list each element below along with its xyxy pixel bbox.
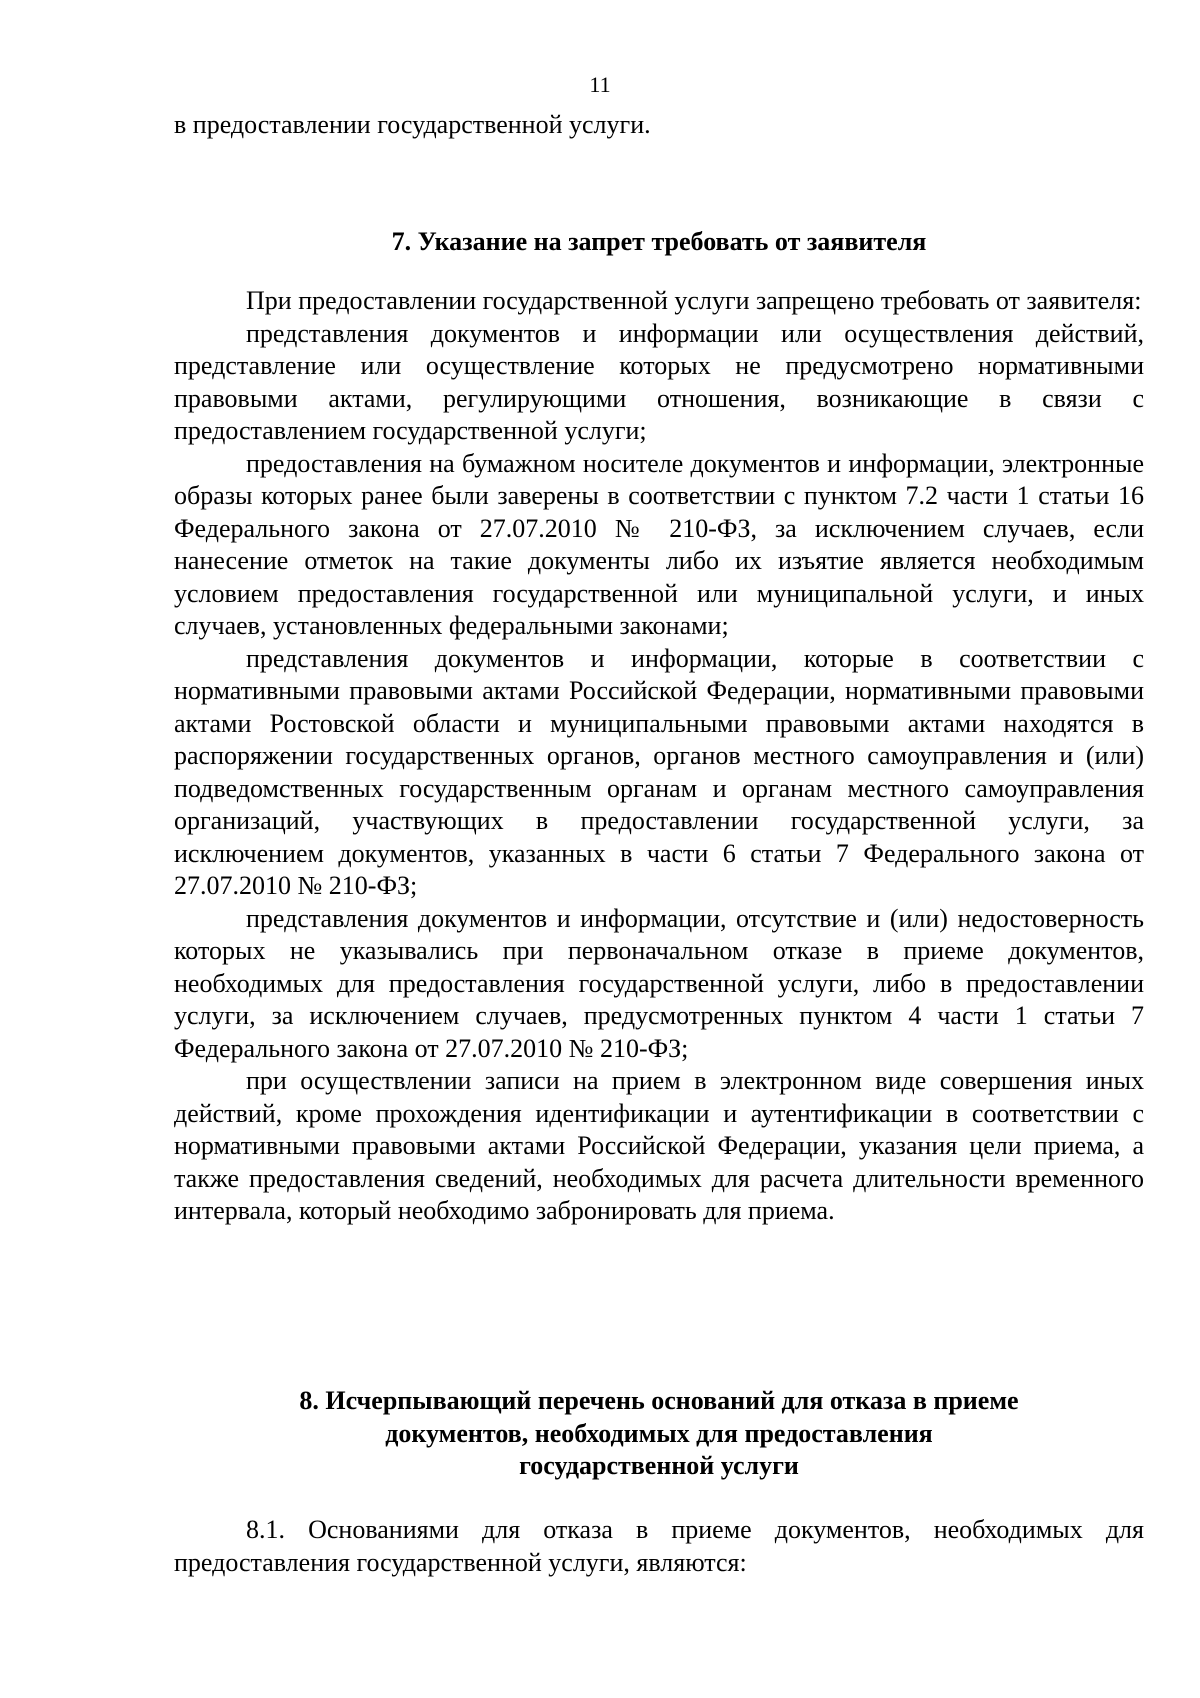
section-8-title-line: 8. Исчерпывающий перечень оснований для отказа в приеме [299, 1386, 1019, 1415]
section-8-title-line: документов, необходимых для предоставления [385, 1418, 933, 1448]
top-continuation-text: в предоставлении государственной услуги. [174, 110, 651, 139]
section-7-paragraph: При предоставлении государственной услуги запрещено требовать от заявителя: [246, 286, 1142, 315]
section-7-paragraph: представления документов и информации, отсутствие и (или) недостоверность которых не указывались при первоначальном отказе в приеме документов, необходимых для предоставления государственной услуги, либо в предоставлении услуги, за исключением случаев, предусмотренных пунктом 4 части 1 статьи 7 Федерального закона от 27.07.2010 № 210-ФЗ; [174, 903, 1144, 1063]
section-7-heading [174, 226, 1144, 259]
section-8-heading [174, 1385, 1144, 1483]
section-8-body [174, 1514, 1144, 1579]
section-7-paragraph: представления документов и информации или осуществления действий, представление или осуществление которых не предусмотрено нормативными правовыми актами, регулирующими отношения, возникающие в связи с предоставлением государственной услуги; [174, 318, 1144, 445]
section-7-body [174, 285, 1144, 1228]
section-7-paragraph: при осуществлении записи на прием в электронном виде совершения иных действий, кроме прохождения идентификации и аутентификации в соответствии с нормативными правовыми актами Российской Федерации, указания цели приема, а также предоставления сведений, необходимых для расчета длительности временного интервала, который необходимо забронировать для приема. [174, 1066, 1144, 1225]
section-8-paragraph: 8.1. Основаниями для отказа в приеме документов, необходимых для предоставления государственной услуги, являются: [174, 1515, 1144, 1577]
section-7-paragraph: представления документов и информации, которые в соответствии с нормативными правовыми актами Российской Федерации, нормативными правовыми актами Ростовской области и муниципальными правовыми актами находятся в распоряжении государственных органов, органов местного самоуправления и (или) подведомственных государственным органам и органам местного самоуправления организаций, участвующих в предоставлении государственной услуги, за исключением документов, указанных в части 6 статьи 7 Федерального закона от 27.07.2010 № 210-ФЗ; [174, 643, 1144, 900]
top-continuation-block [174, 109, 1144, 142]
page-number: 11 [589, 72, 611, 97]
section-7-paragraph: предоставления на бумажном носителе документов и информации, электронные образы которых ранее были заверены в соответствии с пунктом 7.2 части 1 статьи 16 Федерального закона от 27.07.2010 № 210-ФЗ, за исключением случаев, если нанесение отметок на такие документы либо их изъятие является необходимым условием предоставления государственной или муниципальной услуги, и иных случаев, установленных федеральными законами; [174, 448, 1144, 640]
section-8-title-line: государственной услуги [519, 1451, 799, 1480]
section-7-title: 7. Указание на запрет требовать от заявителя [391, 227, 927, 256]
